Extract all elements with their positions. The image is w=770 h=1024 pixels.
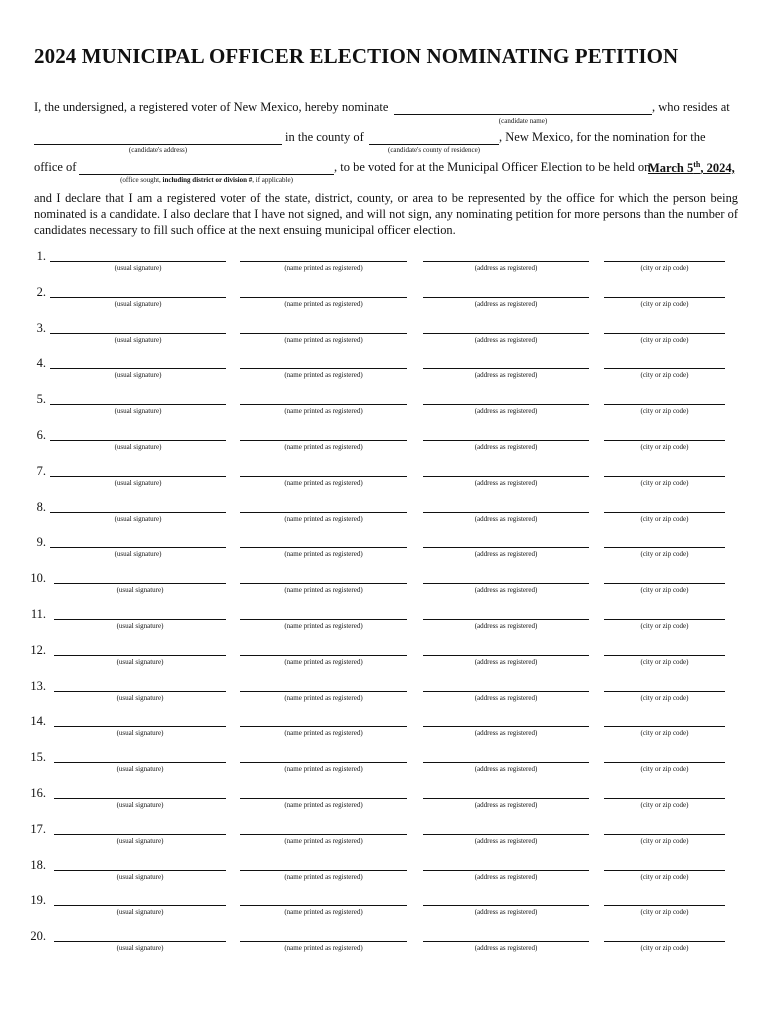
city-zip-field[interactable] <box>604 798 725 799</box>
name-printed-caption: (name printed as registered) <box>284 693 363 702</box>
usual-signature-field[interactable] <box>54 762 226 763</box>
new-mexico-text: , New Mexico, for the nomination for the <box>499 130 706 144</box>
row-number: 10. <box>30 571 46 586</box>
candidate-county-field[interactable] <box>369 144 499 145</box>
address-registered-field[interactable] <box>423 297 589 298</box>
election-date: March 5th, 2024, <box>648 160 735 176</box>
address-registered-caption: (address as registered) <box>474 443 538 451</box>
city-zip-caption: (city or zip code) <box>640 478 689 487</box>
address-registered-field[interactable] <box>423 476 589 477</box>
usual-signature-field[interactable] <box>54 798 226 799</box>
address-registered-caption: (address as registered) <box>474 693 538 702</box>
city-zip-field[interactable] <box>604 297 725 298</box>
address-registered-caption: (address as registered) <box>474 657 538 666</box>
address-registered-caption: (address as registered) <box>474 264 538 272</box>
row-number: 7. <box>36 463 46 478</box>
address-registered-caption: (address as registered) <box>474 765 538 774</box>
city-zip-caption: (city or zip code) <box>640 836 689 845</box>
city-zip-field[interactable] <box>604 834 725 835</box>
name-printed-field[interactable] <box>240 834 407 835</box>
name-printed-field[interactable] <box>240 512 407 513</box>
name-printed-field[interactable] <box>240 619 407 620</box>
city-zip-caption: (city or zip code) <box>640 335 689 344</box>
usual-signature-caption: (usual signature) <box>114 407 162 416</box>
office-of-text: office of <box>34 160 77 174</box>
name-printed-caption: (name printed as registered) <box>284 443 363 451</box>
name-printed-field[interactable] <box>240 870 407 871</box>
address-registered-field[interactable] <box>423 762 589 763</box>
address-registered-caption: (address as registered) <box>474 514 538 523</box>
row-number: 20. <box>30 929 46 944</box>
row-number: 15. <box>30 750 46 765</box>
usual-signature-caption: (usual signature) <box>114 550 162 559</box>
name-printed-field[interactable] <box>240 476 407 477</box>
city-zip-field[interactable] <box>604 726 725 727</box>
usual-signature-caption: (usual signature) <box>116 622 164 630</box>
name-printed-field[interactable] <box>240 941 407 942</box>
usual-signature-field[interactable] <box>54 619 226 620</box>
resides-at-text: , who resides at <box>652 100 730 114</box>
address-registered-caption: (address as registered) <box>474 371 538 380</box>
city-zip-field[interactable] <box>604 368 725 369</box>
usual-signature-field[interactable] <box>50 476 226 477</box>
petition-title: 2024 MUNICIPAL OFFICER ELECTION NOMINATING PETITION <box>34 44 679 68</box>
name-printed-field[interactable] <box>240 333 407 334</box>
row-number: 4. <box>36 356 46 371</box>
address-registered-caption: (address as registered) <box>474 872 538 881</box>
name-printed-caption: (name printed as registered) <box>284 944 363 953</box>
usual-signature-caption: (usual signature) <box>116 765 164 774</box>
address-registered-field[interactable] <box>423 547 589 548</box>
city-zip-caption: (city or zip code) <box>640 693 689 702</box>
address-registered-field[interactable] <box>423 368 589 369</box>
address-registered-caption: (address as registered) <box>474 801 538 809</box>
candidate-county-caption: (candidate's county of residence) <box>387 146 481 154</box>
name-printed-field[interactable] <box>240 368 407 369</box>
name-printed-field[interactable] <box>240 905 407 906</box>
usual-signature-field[interactable] <box>54 691 226 692</box>
address-registered-field[interactable] <box>423 655 589 656</box>
city-zip-field[interactable] <box>604 941 725 942</box>
city-zip-caption: (city or zip code) <box>640 407 689 416</box>
city-zip-field[interactable] <box>604 691 725 692</box>
name-printed-field[interactable] <box>240 547 407 548</box>
address-registered-caption: (address as registered) <box>474 729 538 738</box>
usual-signature-caption: (usual signature) <box>114 514 162 523</box>
usual-signature-caption: (usual signature) <box>116 872 164 881</box>
name-printed-field[interactable] <box>240 297 407 298</box>
city-zip-caption: (city or zip code) <box>640 514 689 523</box>
address-registered-caption: (address as registered) <box>474 335 538 344</box>
city-zip-caption: (city or zip code) <box>640 586 689 595</box>
city-zip-caption: (city or zip code) <box>640 872 689 881</box>
address-registered-field[interactable] <box>423 834 589 835</box>
city-zip-caption: (city or zip code) <box>640 371 689 380</box>
nominate-statement: I, the undersigned, a registered voter of New Mexico, hereby nominate <box>34 100 389 114</box>
name-printed-caption: (name printed as registered) <box>284 299 363 308</box>
name-printed-caption: (name printed as registered) <box>284 335 363 344</box>
usual-signature-field[interactable] <box>50 440 226 441</box>
usual-signature-field[interactable] <box>50 404 226 405</box>
name-printed-caption: (name printed as registered) <box>284 908 363 917</box>
row-number: 11. <box>30 607 46 621</box>
usual-signature-caption: (usual signature) <box>116 657 164 666</box>
usual-signature-caption: (usual signature) <box>114 443 162 451</box>
city-zip-field[interactable] <box>604 333 725 334</box>
usual-signature-caption: (usual signature) <box>114 335 162 344</box>
name-printed-caption: (name printed as registered) <box>284 514 363 523</box>
city-zip-field[interactable] <box>604 870 725 871</box>
city-zip-caption: (city or zip code) <box>640 944 689 953</box>
usual-signature-field[interactable] <box>50 261 226 262</box>
usual-signature-caption: (usual signature) <box>114 478 162 487</box>
city-zip-field[interactable] <box>604 404 725 405</box>
usual-signature-caption: (usual signature) <box>116 908 164 917</box>
name-printed-caption: (name printed as registered) <box>284 729 363 738</box>
name-printed-field[interactable] <box>240 404 407 405</box>
row-number: 3. <box>36 320 46 335</box>
name-printed-caption: (name printed as registered) <box>284 872 363 881</box>
name-printed-caption: (name printed as registered) <box>284 657 363 666</box>
address-registered-field[interactable] <box>423 583 589 584</box>
usual-signature-field[interactable] <box>50 297 226 298</box>
usual-signature-caption: (usual signature) <box>116 801 164 809</box>
address-registered-caption: (address as registered) <box>474 836 538 845</box>
city-zip-field[interactable] <box>604 440 725 441</box>
row-number: 18. <box>30 857 46 872</box>
address-registered-field[interactable] <box>423 512 589 513</box>
county-of-text: in the county of <box>285 130 364 144</box>
address-registered-field[interactable] <box>423 870 589 871</box>
city-zip-caption: (city or zip code) <box>640 729 689 738</box>
candidate-name-caption: (candidate name) <box>498 117 548 125</box>
row-number: 13. <box>30 678 46 693</box>
name-printed-caption: (name printed as registered) <box>284 407 363 416</box>
name-printed-caption: (name printed as registered) <box>284 622 363 630</box>
usual-signature-caption: (usual signature) <box>116 693 164 702</box>
city-zip-field[interactable] <box>604 261 725 262</box>
address-registered-caption: (address as registered) <box>474 407 538 416</box>
address-registered-caption: (address as registered) <box>474 586 538 595</box>
row-number: 19. <box>30 893 46 908</box>
usual-signature-field[interactable] <box>54 655 226 656</box>
address-registered-field[interactable] <box>423 404 589 405</box>
city-zip-field[interactable] <box>604 476 725 477</box>
candidate-address-field[interactable] <box>34 144 282 145</box>
name-printed-caption: (name printed as registered) <box>284 836 363 845</box>
name-printed-caption: (name printed as registered) <box>284 765 363 774</box>
usual-signature-field[interactable] <box>54 726 226 727</box>
row-number: 17. <box>30 821 46 836</box>
city-zip-field[interactable] <box>604 619 725 620</box>
row-number: 14. <box>30 714 46 729</box>
address-registered-field[interactable] <box>423 726 589 727</box>
name-printed-field[interactable] <box>240 655 407 656</box>
usual-signature-caption: (usual signature) <box>116 729 164 738</box>
city-zip-field[interactable] <box>604 905 725 906</box>
city-zip-caption: (city or zip code) <box>640 657 689 666</box>
row-number: 1. <box>36 249 46 263</box>
city-zip-caption: (city or zip code) <box>640 299 689 308</box>
name-printed-caption: (name printed as registered) <box>284 586 363 595</box>
city-zip-caption: (city or zip code) <box>640 550 689 559</box>
name-printed-field[interactable] <box>240 762 407 763</box>
usual-signature-caption: (usual signature) <box>114 299 162 308</box>
usual-signature-field[interactable] <box>50 547 226 548</box>
address-registered-field[interactable] <box>423 941 589 942</box>
office-sought-field[interactable] <box>79 174 334 175</box>
row-number: 9. <box>36 535 46 550</box>
city-zip-caption: (city or zip code) <box>640 908 689 917</box>
office-sought-caption: (office sought, including district or division #, if applicable) <box>120 176 293 184</box>
row-number: 2. <box>36 284 46 299</box>
city-zip-caption: (city or zip code) <box>640 264 689 272</box>
name-printed-caption: (name printed as registered) <box>284 264 363 272</box>
usual-signature-field[interactable] <box>50 333 226 334</box>
address-registered-caption: (address as registered) <box>474 478 538 487</box>
name-printed-field[interactable] <box>240 691 407 692</box>
usual-signature-caption: (usual signature) <box>116 836 164 845</box>
row-number: 12. <box>30 642 46 657</box>
row-number: 8. <box>36 499 46 514</box>
address-registered-field[interactable] <box>423 619 589 620</box>
usual-signature-caption: (usual signature) <box>116 586 164 595</box>
name-printed-field[interactable] <box>240 440 407 441</box>
row-number: 6. <box>36 428 46 442</box>
name-printed-caption: (name printed as registered) <box>284 801 363 809</box>
city-zip-caption: (city or zip code) <box>640 443 689 451</box>
usual-signature-caption: (usual signature) <box>114 264 162 272</box>
address-registered-field[interactable] <box>423 905 589 906</box>
row-number: 5. <box>36 392 46 407</box>
election-statement: , to be voted for at the Municipal Officer Election to be held on <box>334 160 651 174</box>
declaration-paragraph: and I declare that I am a registered voter of the state, district, county, or area to be represented by the office for which the person being nominated is a candidate. I also declare that I have not signed, and will not sign, any nominating petition for more persons than the number of candidates necessary to fill such office at the next ensuing municipal officer election. <box>34 191 738 237</box>
usual-signature-field[interactable] <box>54 834 226 835</box>
candidate-address-caption: (candidate's address) <box>128 146 188 154</box>
address-registered-caption: (address as registered) <box>474 299 538 308</box>
city-zip-field[interactable] <box>604 547 725 548</box>
name-printed-field[interactable] <box>240 261 407 262</box>
name-printed-field[interactable] <box>240 726 407 727</box>
address-registered-field[interactable] <box>423 440 589 441</box>
city-zip-field[interactable] <box>604 762 725 763</box>
usual-signature-field[interactable] <box>54 583 226 584</box>
city-zip-caption: (city or zip code) <box>640 801 689 809</box>
usual-signature-caption: (usual signature) <box>114 371 162 380</box>
name-printed-caption: (name printed as registered) <box>284 371 363 380</box>
usual-signature-field[interactable] <box>50 512 226 513</box>
address-registered-caption: (address as registered) <box>474 944 538 953</box>
city-zip-caption: (city or zip code) <box>640 622 689 630</box>
city-zip-field[interactable] <box>604 512 725 513</box>
address-registered-field[interactable] <box>423 691 589 692</box>
name-printed-field[interactable] <box>240 583 407 584</box>
row-number: 16. <box>30 786 46 800</box>
candidate-name-field[interactable] <box>394 114 652 115</box>
address-registered-caption: (address as registered) <box>474 550 538 559</box>
usual-signature-field[interactable] <box>54 870 226 871</box>
name-printed-field[interactable] <box>240 798 407 799</box>
address-registered-caption: (address as registered) <box>474 908 538 917</box>
address-registered-caption: (address as registered) <box>474 622 538 630</box>
city-zip-caption: (city or zip code) <box>640 765 689 774</box>
name-printed-caption: (name printed as registered) <box>284 550 363 559</box>
city-zip-field[interactable] <box>604 655 725 656</box>
address-registered-field[interactable] <box>423 333 589 334</box>
address-registered-field[interactable] <box>423 261 589 262</box>
name-printed-caption: (name printed as registered) <box>284 478 363 487</box>
address-registered-field[interactable] <box>423 798 589 799</box>
usual-signature-caption: (usual signature) <box>116 944 164 953</box>
usual-signature-field[interactable] <box>54 905 226 906</box>
usual-signature-field[interactable] <box>54 941 226 942</box>
usual-signature-field[interactable] <box>50 368 226 369</box>
city-zip-field[interactable] <box>604 583 725 584</box>
